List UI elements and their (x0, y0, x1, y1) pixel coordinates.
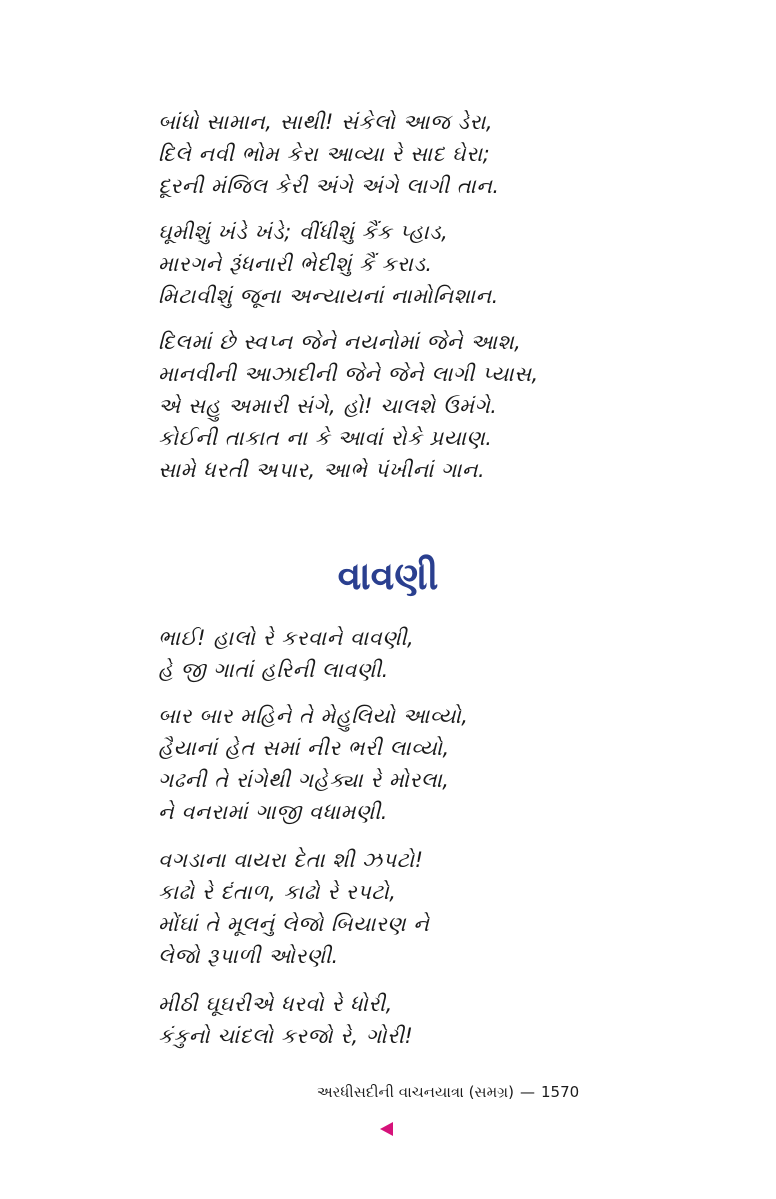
poem-line: ભાઈ! હાલો રે કરવાને વાવણી, (158, 626, 415, 650)
poem-line: ને વનરામાં ગાજી વધામણી. (158, 800, 388, 824)
page-footer (0, 1080, 776, 1104)
poem-line: ઘૂમીશું ખંડે ખંડે; વીંધીશું કૈંક પ્હાડ, (158, 220, 449, 244)
stanza (158, 106, 598, 202)
poem-line: વગડાના વાયરા દેતા શી ઝપટો! (158, 848, 424, 872)
poem-line: મારગને રૂંધનારી ભેદીશું કૈં કરાડ. (158, 252, 433, 276)
poem-line: મિટાવીશું જૂના અન્યાયનાં નામોનિશાન. (158, 284, 499, 308)
stanza (158, 844, 598, 972)
poem-line: લેજો રૂપાળી ઓરણી. (158, 944, 339, 968)
poem-line: બાંધો સામાન, સાથી! સંકેલો આજ ડેરા, (158, 110, 494, 134)
poem-line: બાર બાર મહિને તે મેહુલિયો આવ્યો, (158, 704, 469, 728)
poem-line: દિલમાં છે સ્વપ્ન જેને નયનોમાં જેને આશ, (158, 330, 522, 354)
poem-line: એ સહુ અમારી સંગે, હો! ચાલશે ઉમંગે. (158, 394, 498, 418)
stanza (158, 622, 598, 686)
stanza (158, 988, 598, 1052)
poem-line: હે જી ગાતાં હરિની લાવણી. (158, 658, 389, 682)
footer-separator: — (519, 1083, 535, 1101)
stanza (158, 326, 598, 486)
book-title: અરધીસદીની વાચનયાત્રા (સમગ્ર) (316, 1083, 514, 1101)
poem-line: મોંઘાં તે મૂલનું લેજો બિયારણ ને (158, 912, 430, 936)
poem-line: કોઈની તાકાત ના કે આવાં રોકે પ્રયાણ. (158, 426, 493, 450)
poem-line: કાઢો રે દંતાળ, કાઢો રે રપટો, (158, 880, 397, 904)
poem-line: દૂરની મંજિલ કેરી અંગે અંગે લાગી તાન. (158, 174, 500, 198)
poem-line: માનવીની આઝાદીની જેને જેને લાગી પ્યાસ, (158, 362, 539, 386)
poem-line: હૈયાનાં હેત સમાં નીર ભરી લાવ્યો, (158, 736, 450, 760)
left-triangle-icon[interactable] (380, 1122, 393, 1136)
poem-line: સામે ધરતી અપાર, આભે પંખીનાં ગાન. (158, 458, 486, 482)
stanza (158, 216, 598, 312)
poem-line: કંકુનો ચાંદલો કરજો રે, ગોરી! (158, 1024, 414, 1048)
poem-line: દિલે નવી ભોમ કેરા આવ્યા રે સાદ ઘેરા; (158, 142, 491, 166)
poem-title: વાવણી (337, 554, 439, 598)
poem-line: ગઢની તે રાંગેથી ગહેક્યા રે મોરલા, (158, 768, 450, 792)
page-number: 1570 (540, 1083, 580, 1101)
stanza (158, 700, 598, 828)
poem-line: મીઠી ઘૂઘરીએ ધરવો રે ધોરી, (158, 992, 393, 1016)
